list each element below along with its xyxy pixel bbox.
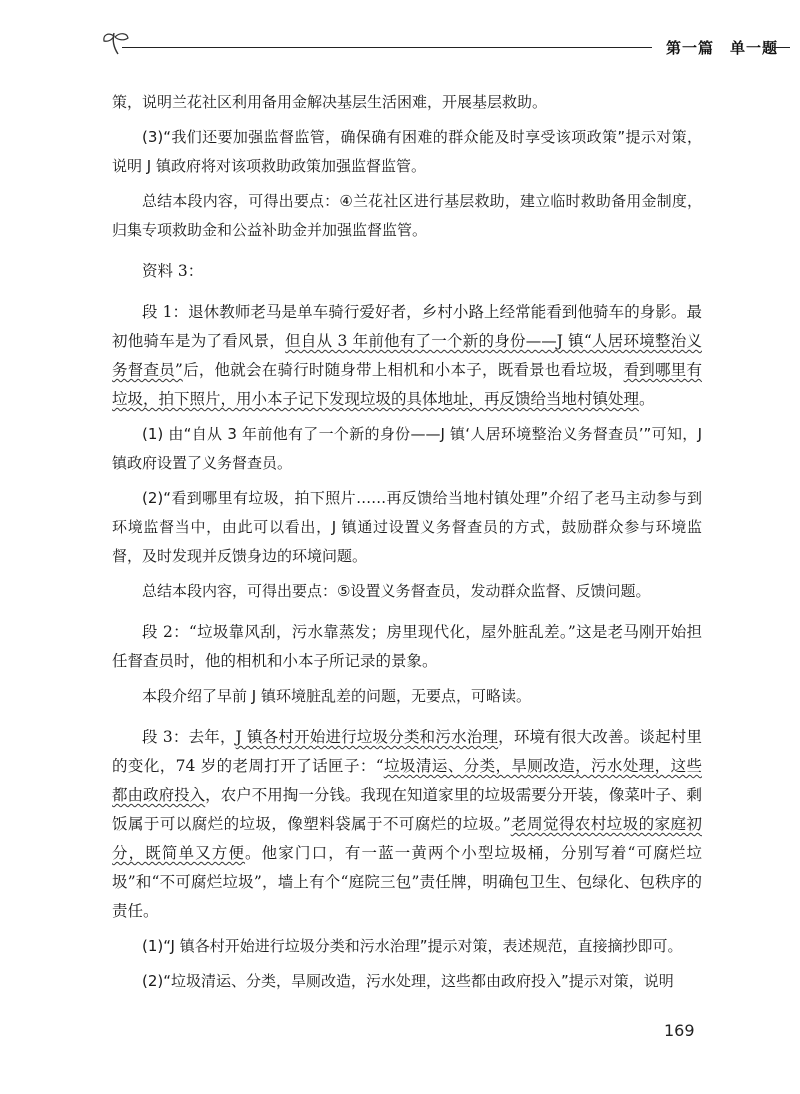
analysis-item: (1) 由“自从 3 年前他有了一个新的身份——J 镇‘人居环境整治义务督查员’”可知，J 镇政府设置了义务督查员。 (112, 425, 702, 472)
text-run: ，农户不用掏一分钱。我现在知道家里的垃圾需要分开装，像菜叶子、剩饭属于可以腐烂的垃圾，像塑料袋属于不可腐烂的垃圾。” (112, 786, 702, 833)
marked-phrase: 看到哪里有垃圾，拍下照片，用小本子记下发现垃圾的具体地址，再反馈给当地村镇处理 (112, 361, 702, 408)
analysis-item: (2)“垃圾清运、分类，旱厕改造，污水处理，这些都由政府投入”提示对策，说明 (142, 972, 674, 990)
page-header (100, 28, 790, 68)
page-number: 169 (664, 1021, 695, 1040)
header-rule (122, 47, 652, 48)
material-paragraph (112, 723, 702, 926)
leaf-ornament-icon (100, 28, 134, 58)
text-run: 。他家门口，有一蓝一黄两个小型垃圾桶，分别写着“可腐烂垃圾”和“不可腐烂垃圾”，墙上有个“庭院三包”责任牌，明确包卫生、包绿化、包秩序的责任。 (112, 844, 702, 920)
analysis-item: (3)“我们还要加强监督监管，确保确有困难的群众能及时享受该项政策”提示对策，说明 J 镇政府将对该项救助政策加强监督监管。 (112, 128, 702, 175)
marked-phrase: 老周觉得农村垃圾的家庭初分，既简单又方便 (112, 815, 702, 862)
header-rule-tail (772, 47, 790, 48)
material-paragraph: 段 2：“垃圾靠风刮，污水靠蒸发；房里现代化，屋外脏乱差。”这是老马刚开始担任督查员时，他的相机和小本子所记录的景象。 (112, 623, 702, 670)
text-run: 段 3：去年， (142, 728, 236, 746)
text-run: 。 (639, 390, 655, 408)
paragraph: 策，说明兰花社区利用备用金解决基层生活困难，开展基层救助。 (112, 93, 548, 111)
analysis-item: (2)“看到哪里有垃圾，拍下照片……再反馈给当地村镇处理”介绍了老马主动参与到环境监督当中，由此可以看出，J 镇通过设置义务督查员的方式，鼓励群众参与环境监督，及时发现并反馈身边的环境问题。 (112, 489, 702, 565)
summary-point: 总结本段内容，可得出要点：④兰花社区进行基层救助，建立临时救助备用金制度，归集专项救助金和公益补助金并加强监督监管。 (112, 192, 702, 239)
material-heading: 资料 3： (142, 262, 204, 280)
analysis-item: (1)“J 镇各村开始进行垃圾分类和污水治理”提示对策，表述规范，直接摘抄即可。 (142, 937, 683, 955)
material-paragraph (112, 298, 702, 414)
text-run: 段 1：退休教师老马是单车骑行爱好者，乡村小路上经常能看到他骑车的身影。最初他骑车是为了看风景， (112, 303, 702, 350)
marked-phrase: J 镇各村开始进行垃圾分类和污水治理 (235, 728, 499, 746)
section-title: 第一篇 单一题 (666, 39, 779, 57)
summary-point: 本段介绍了早前 J 镇环境脏乱差的问题，无要点，可略读。 (142, 687, 531, 705)
summary-point: 总结本段内容，可得出要点：⑤设置义务督查员，发动群众监督、反馈问题。 (142, 582, 651, 600)
text-run: ，环境有很大改善。谈起村里的变化，74 岁的老周打开了话匣子：“ (112, 728, 702, 775)
page-body (112, 88, 702, 996)
marked-phrase: 但自从 3 年前他有了一个新的身份——J 镇“人居环境整治义务督查员” (112, 332, 702, 379)
marked-phrase: 垃圾清运、分类，旱厕改造，污水处理，这些都由政府投入 (112, 757, 702, 804)
text-run: 后，他就会在骑行时随身带上相机和小本子，既看景也看垃圾， (182, 361, 624, 379)
